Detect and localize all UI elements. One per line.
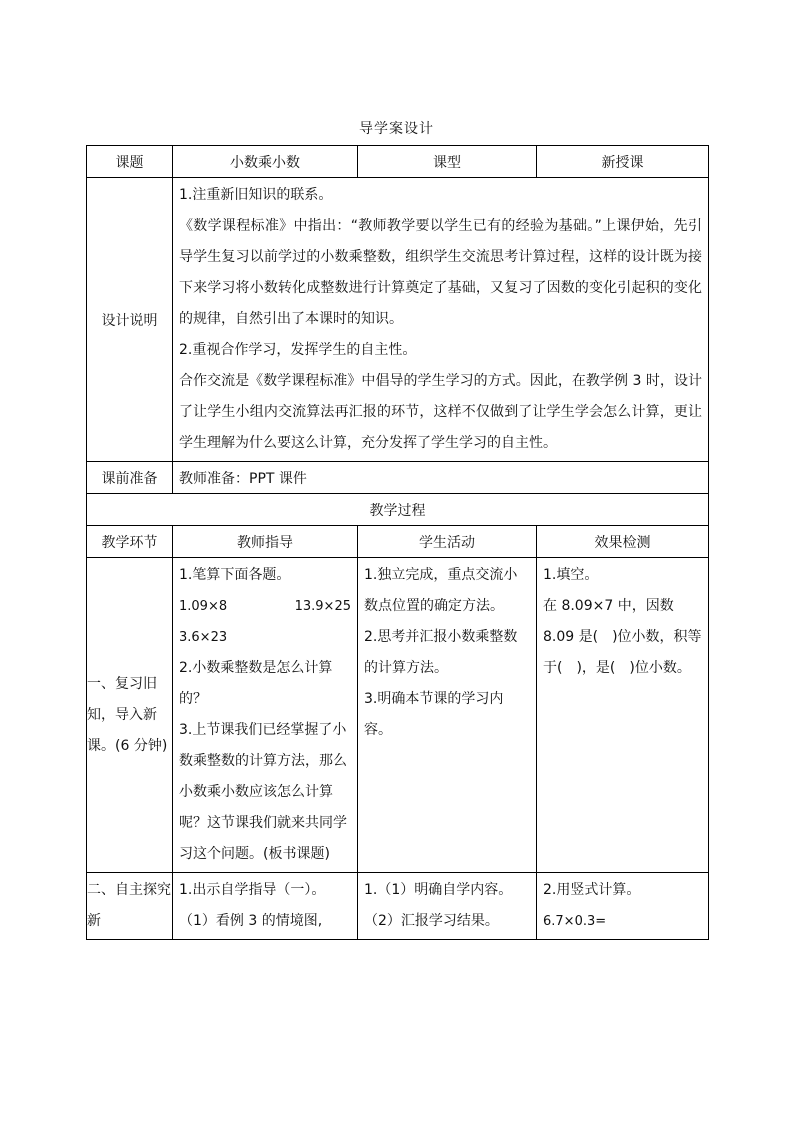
stage-2-check-line-1: 2.用竖式计算。 bbox=[543, 882, 641, 898]
stage-1-student-line-1: 1.独立完成，重点交流小数点位置的确定方法。 bbox=[364, 567, 518, 614]
stage-1-student-line-3: 3.明确本节课的学习内容。 bbox=[364, 691, 504, 738]
design-note-paragraph-1: 1.注重新旧知识的联系。 bbox=[179, 187, 333, 203]
stage-row-2 bbox=[87, 873, 709, 940]
topic-value: 小数乘小数 bbox=[173, 146, 358, 178]
lesson-plan-table bbox=[86, 145, 709, 940]
stage-2-check bbox=[537, 873, 709, 940]
topic-label: 课题 bbox=[87, 146, 173, 178]
stage-2-teacher bbox=[173, 873, 358, 940]
design-note-content bbox=[173, 178, 709, 462]
process-title: 教学过程 bbox=[87, 494, 709, 526]
process-header-row bbox=[87, 526, 709, 558]
formula-c: 3.6×23 bbox=[179, 630, 228, 645]
process-header-check: 效果检测 bbox=[537, 526, 709, 558]
prep-row bbox=[87, 462, 709, 494]
process-title-row bbox=[87, 494, 709, 526]
stage-1-student bbox=[358, 558, 537, 873]
stage-row-1 bbox=[87, 558, 709, 873]
prep-label: 课前准备 bbox=[87, 462, 173, 494]
stage-1-teacher-line-1: 1.笔算下面各题。 bbox=[179, 567, 291, 583]
design-note-row bbox=[87, 178, 709, 462]
stage-2-label: 二、自主探究新 bbox=[87, 873, 173, 940]
process-header-teacher: 教师指导 bbox=[173, 526, 358, 558]
stage-1-teacher-line-2: 2.小数乘整数是怎么计算的？ bbox=[179, 660, 333, 707]
process-header-student: 学生活动 bbox=[358, 526, 537, 558]
stage-1-check bbox=[537, 558, 709, 873]
type-label: 课型 bbox=[358, 146, 537, 178]
stage-2-student-line-1: 1.（1）明确自学内容。 bbox=[364, 882, 513, 898]
stage-2-check-line-2: 6.7×0.3= bbox=[543, 914, 607, 929]
prep-value: 教师准备：PPT 课件 bbox=[173, 462, 709, 494]
document-title: 导学案设计 bbox=[359, 121, 434, 137]
type-value: 新授课 bbox=[537, 146, 709, 178]
process-header-stage: 教学环节 bbox=[87, 526, 173, 558]
stage-1-check-line-1: 1.填空。 bbox=[543, 567, 599, 583]
stage-2-student bbox=[358, 873, 537, 940]
topic-row bbox=[87, 146, 709, 178]
formula-b: 13.9×25 bbox=[294, 599, 351, 614]
stage-1-label: 一、复习旧知，导入新课。(6 分钟) bbox=[87, 558, 173, 873]
stage-2-teacher-line-2: （1）看例 3 的情境图, bbox=[179, 913, 323, 929]
stage-1-teacher bbox=[173, 558, 358, 873]
design-note-paragraph-3: 2.重视合作学习，发挥学生的自主性。 bbox=[179, 342, 417, 358]
formula-a: 1.09×8 bbox=[179, 599, 228, 614]
stage-1-teacher-line-3: 3.上节课我们已经掌握了小数乘整数的计算方法，那么小数乘小数应该怎么计算呢？这节课我们就来共同学习这个问题。(板书课题) bbox=[179, 722, 347, 862]
stage-1-student-line-2: 2.思考并汇报小数乘整数的计算方法。 bbox=[364, 629, 518, 676]
stage-2-student-line-2: （2）汇报学习结果。 bbox=[364, 913, 499, 929]
design-note-paragraph-4: 合作交流是《数学课程标准》中倡导的学生学习的方式。因此，在教学例 3 时，设计了让学生小组内交流算法再汇报的环节，这样不仅做到了让学生学会怎么计算，更让学生理解为什么要这么计算，充分发挥了学生学习的自主性。 bbox=[179, 373, 702, 451]
stage-1-check-line-2: 在 8.09×7 中，因数 8.09 是( )位小数，积等于( )，是( )位小数。 bbox=[543, 598, 702, 676]
design-note-paragraph-2: 《数学课程标准》中指出：“教师教学要以学生已有的经验为基础。”上课伊始，先引导学生复习以前学过的小数乘整数，组织学生交流思考计算过程，这样的设计既为接下来学习将小数转化成整数进行计算奠定了基础，又复习了因数的变化引起积的变化的规律，自然引出了本课时的知识。 bbox=[179, 218, 702, 327]
stage-1-formula-pair bbox=[179, 591, 351, 622]
stage-2-teacher-line-1: 1.出示自学指导（一）。 bbox=[179, 882, 326, 898]
design-note-label: 设计说明 bbox=[87, 178, 173, 462]
